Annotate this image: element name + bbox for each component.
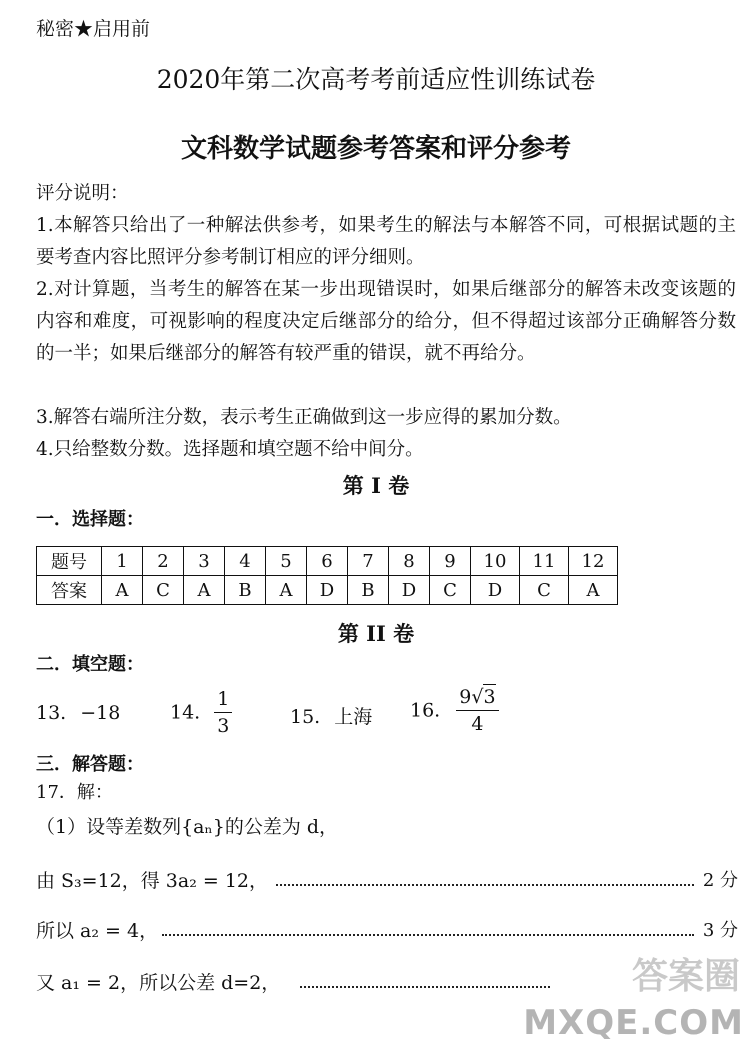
instruction-item-2: 2.对计算题，当考生的解答在某一步出现错误时，如果后继部分的解答未改变该题的内容和难度，可视影响的程度决定后继部分的给分，但不得超过该部分正确解答分数的一半；如果后继部分的解答有较严重的错误，就不再给分。 xyxy=(36,279,736,364)
q15 xyxy=(290,702,372,729)
answer-cell: A xyxy=(102,576,143,605)
q14-denominator: 3 xyxy=(217,715,230,737)
q14-numerator: 1 xyxy=(214,686,232,713)
q17-line-3: 所以 a₂ = 4， xyxy=(36,920,159,942)
answer-cell: C xyxy=(143,576,184,605)
watermark-text: MXQE.COM xyxy=(523,1003,744,1043)
question-number: 3 xyxy=(184,547,225,576)
exam-subtitle: 文科数学试题参考答案和评分参考 xyxy=(180,134,571,164)
q17-line-2: 由 S₃=12，得 3a₂ = 12， xyxy=(36,870,269,892)
dot-leader xyxy=(162,934,694,936)
q16 xyxy=(410,684,499,737)
answer-cell: A xyxy=(184,576,225,605)
answer-cell: D xyxy=(471,576,520,605)
exam-title: 2020年第二次高考考前适应性训练试卷 xyxy=(156,65,596,94)
instructions-heading: 评分说明： xyxy=(36,183,129,204)
section-1-heading: 一．选择题： xyxy=(36,509,144,530)
question-number: 12 xyxy=(569,547,618,576)
watermark-logo-text: 答案圈 xyxy=(631,956,740,997)
answer-cell: C xyxy=(430,576,471,605)
sqrt-icon: √ xyxy=(471,686,484,708)
q17-line-1: （1）设等差数列{aₙ}的公差为 d， xyxy=(36,816,339,838)
question-number: 10 xyxy=(471,547,520,576)
row-header-numbers: 题号 xyxy=(37,547,102,576)
question-number: 5 xyxy=(266,547,307,576)
q16-fraction xyxy=(456,684,498,737)
dot-leader xyxy=(300,986,550,988)
q17-line-2-score: 2 分 xyxy=(702,870,738,891)
q16-denominator: 4 xyxy=(471,713,484,735)
secret-label: 秘密★启用前 xyxy=(36,18,151,40)
question-number: 2 xyxy=(143,547,184,576)
q14-label: 14. xyxy=(170,701,201,724)
table-row-numbers xyxy=(37,547,618,576)
q13 xyxy=(36,702,120,724)
q17-label: 17．解： xyxy=(36,782,113,803)
question-number: 1 xyxy=(102,547,143,576)
table-row-answers xyxy=(37,576,618,605)
q15-label: 15. xyxy=(290,706,321,728)
row-header-answers: 答案 xyxy=(37,576,102,605)
q16-label: 16. xyxy=(410,699,441,722)
instruction-item-1: 1.本解答只给出了一种解法供参考，如果考生的解法与本解答不同，可根据试题的主要考查内容比照评分参考制订相应的评分细则。 xyxy=(36,215,736,268)
question-number: 8 xyxy=(389,547,430,576)
instruction-item-4: 4.只给整数分数。选择题和填空题不给中间分。 xyxy=(36,439,424,460)
answer-cell: C xyxy=(520,576,569,605)
question-number: 9 xyxy=(430,547,471,576)
section-3-heading: 三．解答题： xyxy=(36,754,144,775)
volume-2-heading: 第 II 卷 xyxy=(337,621,415,646)
answer-cell: B xyxy=(225,576,266,605)
question-number: 11 xyxy=(520,547,569,576)
answer-cell: D xyxy=(389,576,430,605)
q16-radicand: 3 xyxy=(483,686,496,708)
instruction-item-3: 3.解答右端所注分数，表示考生正确做到这一步应得的累加分数。 xyxy=(36,407,572,428)
q16-numerator xyxy=(456,684,498,711)
answer-table xyxy=(36,546,618,605)
q14 xyxy=(170,686,232,739)
answer-cell: B xyxy=(348,576,389,605)
q13-label: 13. xyxy=(36,702,67,724)
question-number: 7 xyxy=(348,547,389,576)
volume-1-heading: 第 I 卷 xyxy=(342,473,410,498)
question-number: 6 xyxy=(307,547,348,576)
q14-fraction xyxy=(214,686,232,739)
answer-cell: A xyxy=(266,576,307,605)
q13-answer: −18 xyxy=(80,702,121,724)
answer-cell: D xyxy=(307,576,348,605)
section-2-heading: 二．填空题： xyxy=(36,654,144,675)
q17-line-4: 又 a₁ = 2，所以公差 d=2， xyxy=(36,972,281,994)
question-number: 4 xyxy=(225,547,266,576)
answer-cell: A xyxy=(569,576,618,605)
q15-answer: 上海 xyxy=(334,706,373,728)
q17-line-3-score: 3 分 xyxy=(702,920,738,941)
q16-coefficient: 9 xyxy=(459,686,472,708)
dot-leader xyxy=(276,884,694,886)
